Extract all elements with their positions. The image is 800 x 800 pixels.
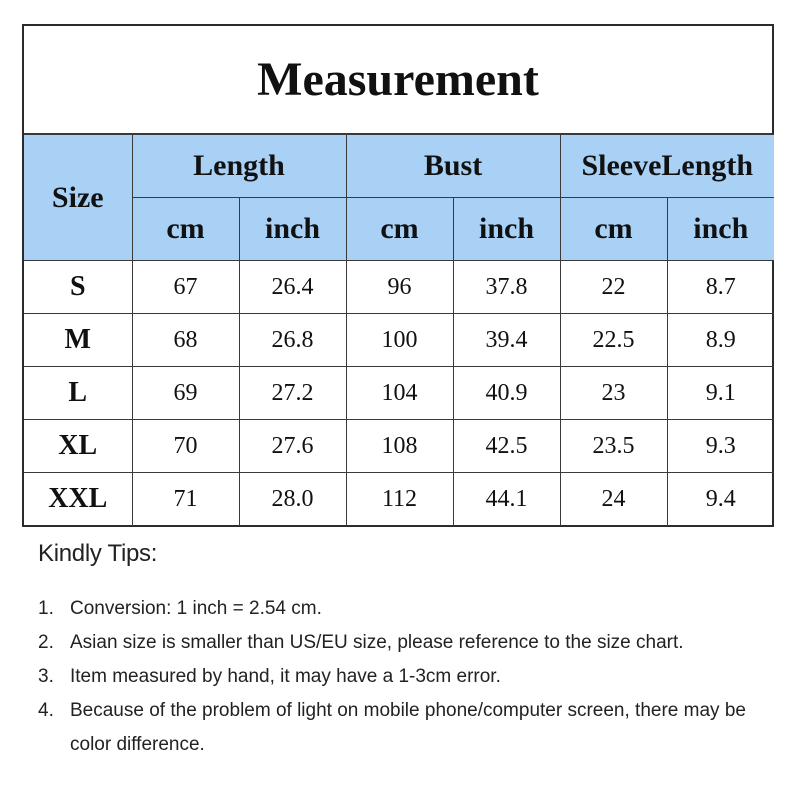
size-cell: L — [24, 367, 132, 420]
chart-title: Measurement — [24, 26, 772, 134]
table-cell: 26.8 — [239, 314, 346, 367]
table-cell: 70 — [132, 420, 239, 473]
table-cell: 26.4 — [239, 261, 346, 314]
size-cell: S — [24, 261, 132, 314]
size-cell: XXL — [24, 473, 132, 526]
tip-item — [38, 694, 778, 762]
tip-number: 2. — [38, 632, 54, 653]
table-cell: 8.9 — [667, 314, 774, 367]
table-cell: 23.5 — [560, 420, 667, 473]
table-cell: 8.7 — [667, 261, 774, 314]
tips-section — [38, 540, 778, 762]
table-cell: 22 — [560, 261, 667, 314]
group-header-bust: Bust — [346, 135, 560, 198]
table-cell: 67 — [132, 261, 239, 314]
table-cell: 28.0 — [239, 473, 346, 526]
table-cell: 71 — [132, 473, 239, 526]
unit-header: inch — [239, 198, 346, 261]
group-header-sleeve-length: SleeveLength — [560, 135, 774, 198]
size-table — [24, 134, 774, 526]
table-cell: 68 — [132, 314, 239, 367]
table-row — [24, 261, 774, 314]
tip-item — [38, 660, 778, 694]
tip-item — [38, 626, 778, 660]
table-row — [24, 473, 774, 526]
table-cell: 27.2 — [239, 367, 346, 420]
table-cell: 39.4 — [453, 314, 560, 367]
unit-header: inch — [453, 198, 560, 261]
table-row — [24, 314, 774, 367]
table-cell: 69 — [132, 367, 239, 420]
table-cell: 9.4 — [667, 473, 774, 526]
table-cell: 40.9 — [453, 367, 560, 420]
table-row — [24, 367, 774, 420]
table-cell: 9.3 — [667, 420, 774, 473]
tip-number: 3. — [38, 666, 54, 687]
unit-header: cm — [560, 198, 667, 261]
unit-header: cm — [346, 198, 453, 261]
tips-heading: Kindly Tips: — [38, 540, 158, 567]
tip-number: 4. — [38, 700, 54, 721]
size-column-header: Size — [24, 135, 132, 261]
tip-text: Item measured by hand, it may have a 1-3cm error. — [70, 666, 501, 687]
table-cell: 9.1 — [667, 367, 774, 420]
table-cell: 104 — [346, 367, 453, 420]
table-cell: 42.5 — [453, 420, 560, 473]
table-cell: 100 — [346, 314, 453, 367]
group-header-length: Length — [132, 135, 346, 198]
table-cell: 23 — [560, 367, 667, 420]
tip-text: Asian size is smaller than US/EU size, please reference to the size chart. — [70, 632, 684, 653]
tip-text: Conversion: 1 inch = 2.54 cm. — [70, 598, 322, 619]
table-row — [24, 420, 774, 473]
tip-item — [38, 592, 778, 626]
unit-header: cm — [132, 198, 239, 261]
tip-text: Because of the problem of light on mobile phone/computer screen, there may be color difference. — [70, 700, 746, 755]
table-cell: 96 — [346, 261, 453, 314]
table-cell: 22.5 — [560, 314, 667, 367]
table-cell: 27.6 — [239, 420, 346, 473]
unit-header: inch — [667, 198, 774, 261]
table-cell: 24 — [560, 473, 667, 526]
table-cell: 108 — [346, 420, 453, 473]
table-cell: 44.1 — [453, 473, 560, 526]
size-cell: M — [24, 314, 132, 367]
size-cell: XL — [24, 420, 132, 473]
table-cell: 37.8 — [453, 261, 560, 314]
measurement-chart — [22, 24, 774, 527]
table-cell: 112 — [346, 473, 453, 526]
tip-number: 1. — [38, 598, 54, 619]
